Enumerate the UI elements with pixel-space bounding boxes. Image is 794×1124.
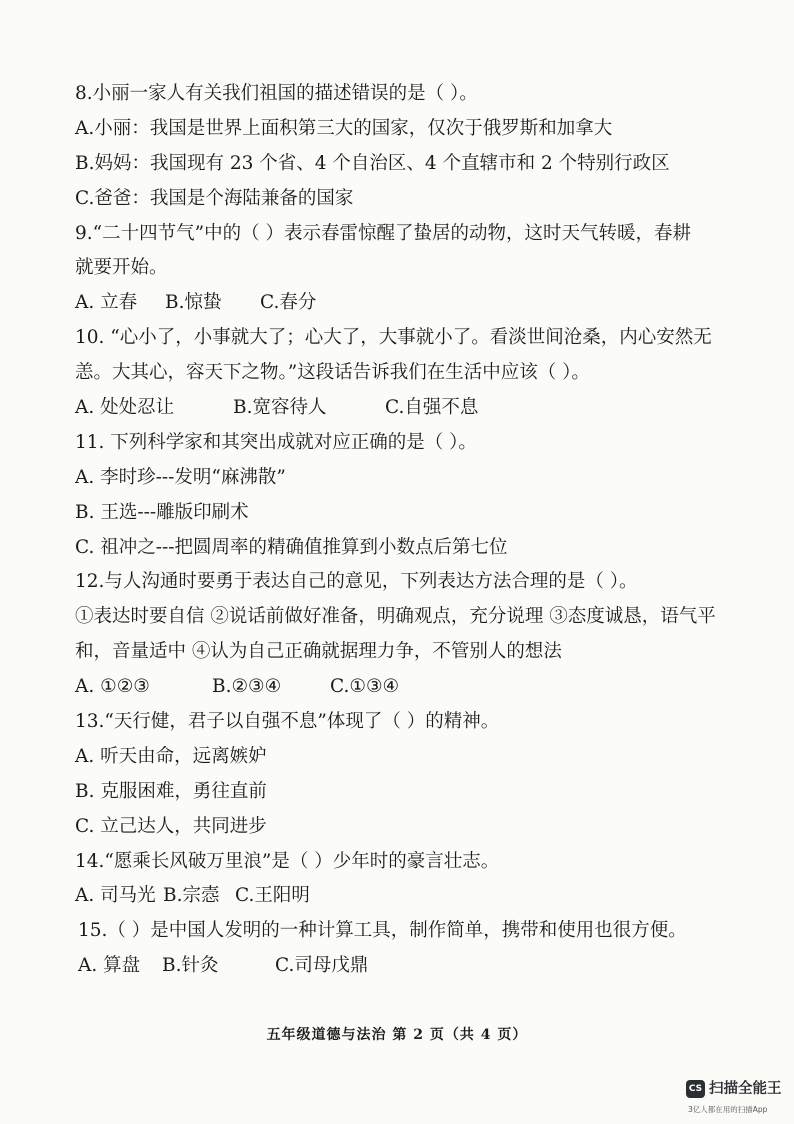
question-8-option-c: C.爸爸：我国是个海陆兼备的国家: [75, 187, 354, 209]
question-list: [75, 77, 765, 984]
question-14-option-a: A. 司马光: [75, 885, 156, 907]
question-11-option-c: C. 祖冲之---把圆周率的精确值推算到小数点后第七位: [75, 536, 508, 558]
question-10-option-b: B.宽容待人: [233, 397, 327, 419]
question-8-option-b: B.妈妈：我国现有 23 个省、4 个自治区、4 个直辖市和 2 个特别行政区: [75, 152, 670, 174]
question-10-stem: 10. “心小了，小事就大了；心大了，大事就小了。看淡世间沧桑，内心安然无: [75, 327, 712, 349]
question-12-option-b: B.②③④: [212, 676, 282, 698]
question-12-option-a: A. ①②③: [75, 676, 150, 698]
question-13-stem: 13.“天行健，君子以自强不息”体现了（ ）的精神。: [75, 711, 500, 733]
question-15-option-b: B.针灸: [162, 955, 219, 977]
question-15-options: [75, 949, 765, 984]
question-13-option-a: A. 听天由命，远离嫉妒: [75, 745, 267, 767]
question-8-option-a: A.小丽：我国是世界上面积第三大的国家，仅次于俄罗斯和加拿大: [75, 117, 613, 139]
question-15-option-a: A. 算盘: [78, 955, 141, 977]
question-12-option-c: C.①③④: [330, 676, 400, 698]
question-9-option-c: C.春分: [260, 292, 317, 314]
question-10-options: [75, 391, 765, 426]
page-footer: 五年级道德与法治 第 2 页（共 4 页）: [266, 1027, 528, 1043]
question-10-option-c: C.自强不息: [385, 397, 479, 419]
question-12-options: [75, 670, 765, 705]
question-11-option-a: A. 李时珍---发明“麻沸散”: [75, 466, 286, 488]
question-12-stem-cont-1: ①表达时要自信 ②说话前做好准备，明确观点，充分说理 ③态度诚恳，语气平: [75, 606, 716, 628]
question-9-option-b: B.惊蛰: [165, 292, 222, 314]
scanner-tagline: 3亿人都在用的扫描App: [688, 1105, 768, 1114]
question-15-stem: 15.（ ）是中国人发明的一种计算工具，制作简单，携带和使用也很方便。: [78, 920, 687, 942]
question-10-stem-cont: 恙。大其心，容天下之物。”这段话告诉我们在生活中应该（ ）。: [75, 362, 590, 384]
question-14-option-c: C.王阳明: [235, 885, 310, 907]
question-9-options: [75, 286, 765, 321]
question-12-stem: 12.与人沟通时要勇于表达自己的意见，下列表达方法合理的是（ ）。: [75, 571, 638, 593]
question-14-options: [75, 879, 765, 914]
question-11-stem: 11. 下列科学家和其突出成就对应正确的是（ ）。: [75, 431, 477, 453]
question-8-stem: 8.小丽一家人有关我们祖国的描述错误的是（ ）。: [75, 83, 478, 104]
question-9-stem-cont: 就要开始。: [75, 257, 168, 279]
scanner-watermark: [686, 1078, 788, 1118]
question-10-option-a: A. 处处忍让: [75, 397, 175, 419]
question-9-option-a: A. 立春: [75, 292, 138, 314]
question-13-option-b: B. 克服困难，勇往直前: [75, 780, 267, 802]
question-13-option-c: C. 立己达人，共同进步: [75, 815, 267, 837]
scanner-brand-name: 扫描全能王: [709, 1081, 782, 1097]
question-9-stem: 9.“二十四节气”中的（ ）表示春雷惊醒了蛰居的动物，这时天气转暖，春耕: [75, 222, 691, 244]
question-14-stem: 14.“愿乘长风破万里浪”是（ ）少年时的豪言壮志。: [75, 850, 500, 872]
question-14-option-b: B.宗悫: [163, 885, 220, 907]
question-15-option-c: C.司母戊鼎: [275, 955, 369, 977]
question-11-option-b: B. 王选---雕版印刷术: [75, 501, 249, 523]
camscanner-logo-icon: CS: [686, 1080, 705, 1098]
question-12-stem-cont-2: 和，音量适中 ④认为自己正确就据理力争，不管别人的想法: [75, 641, 562, 663]
